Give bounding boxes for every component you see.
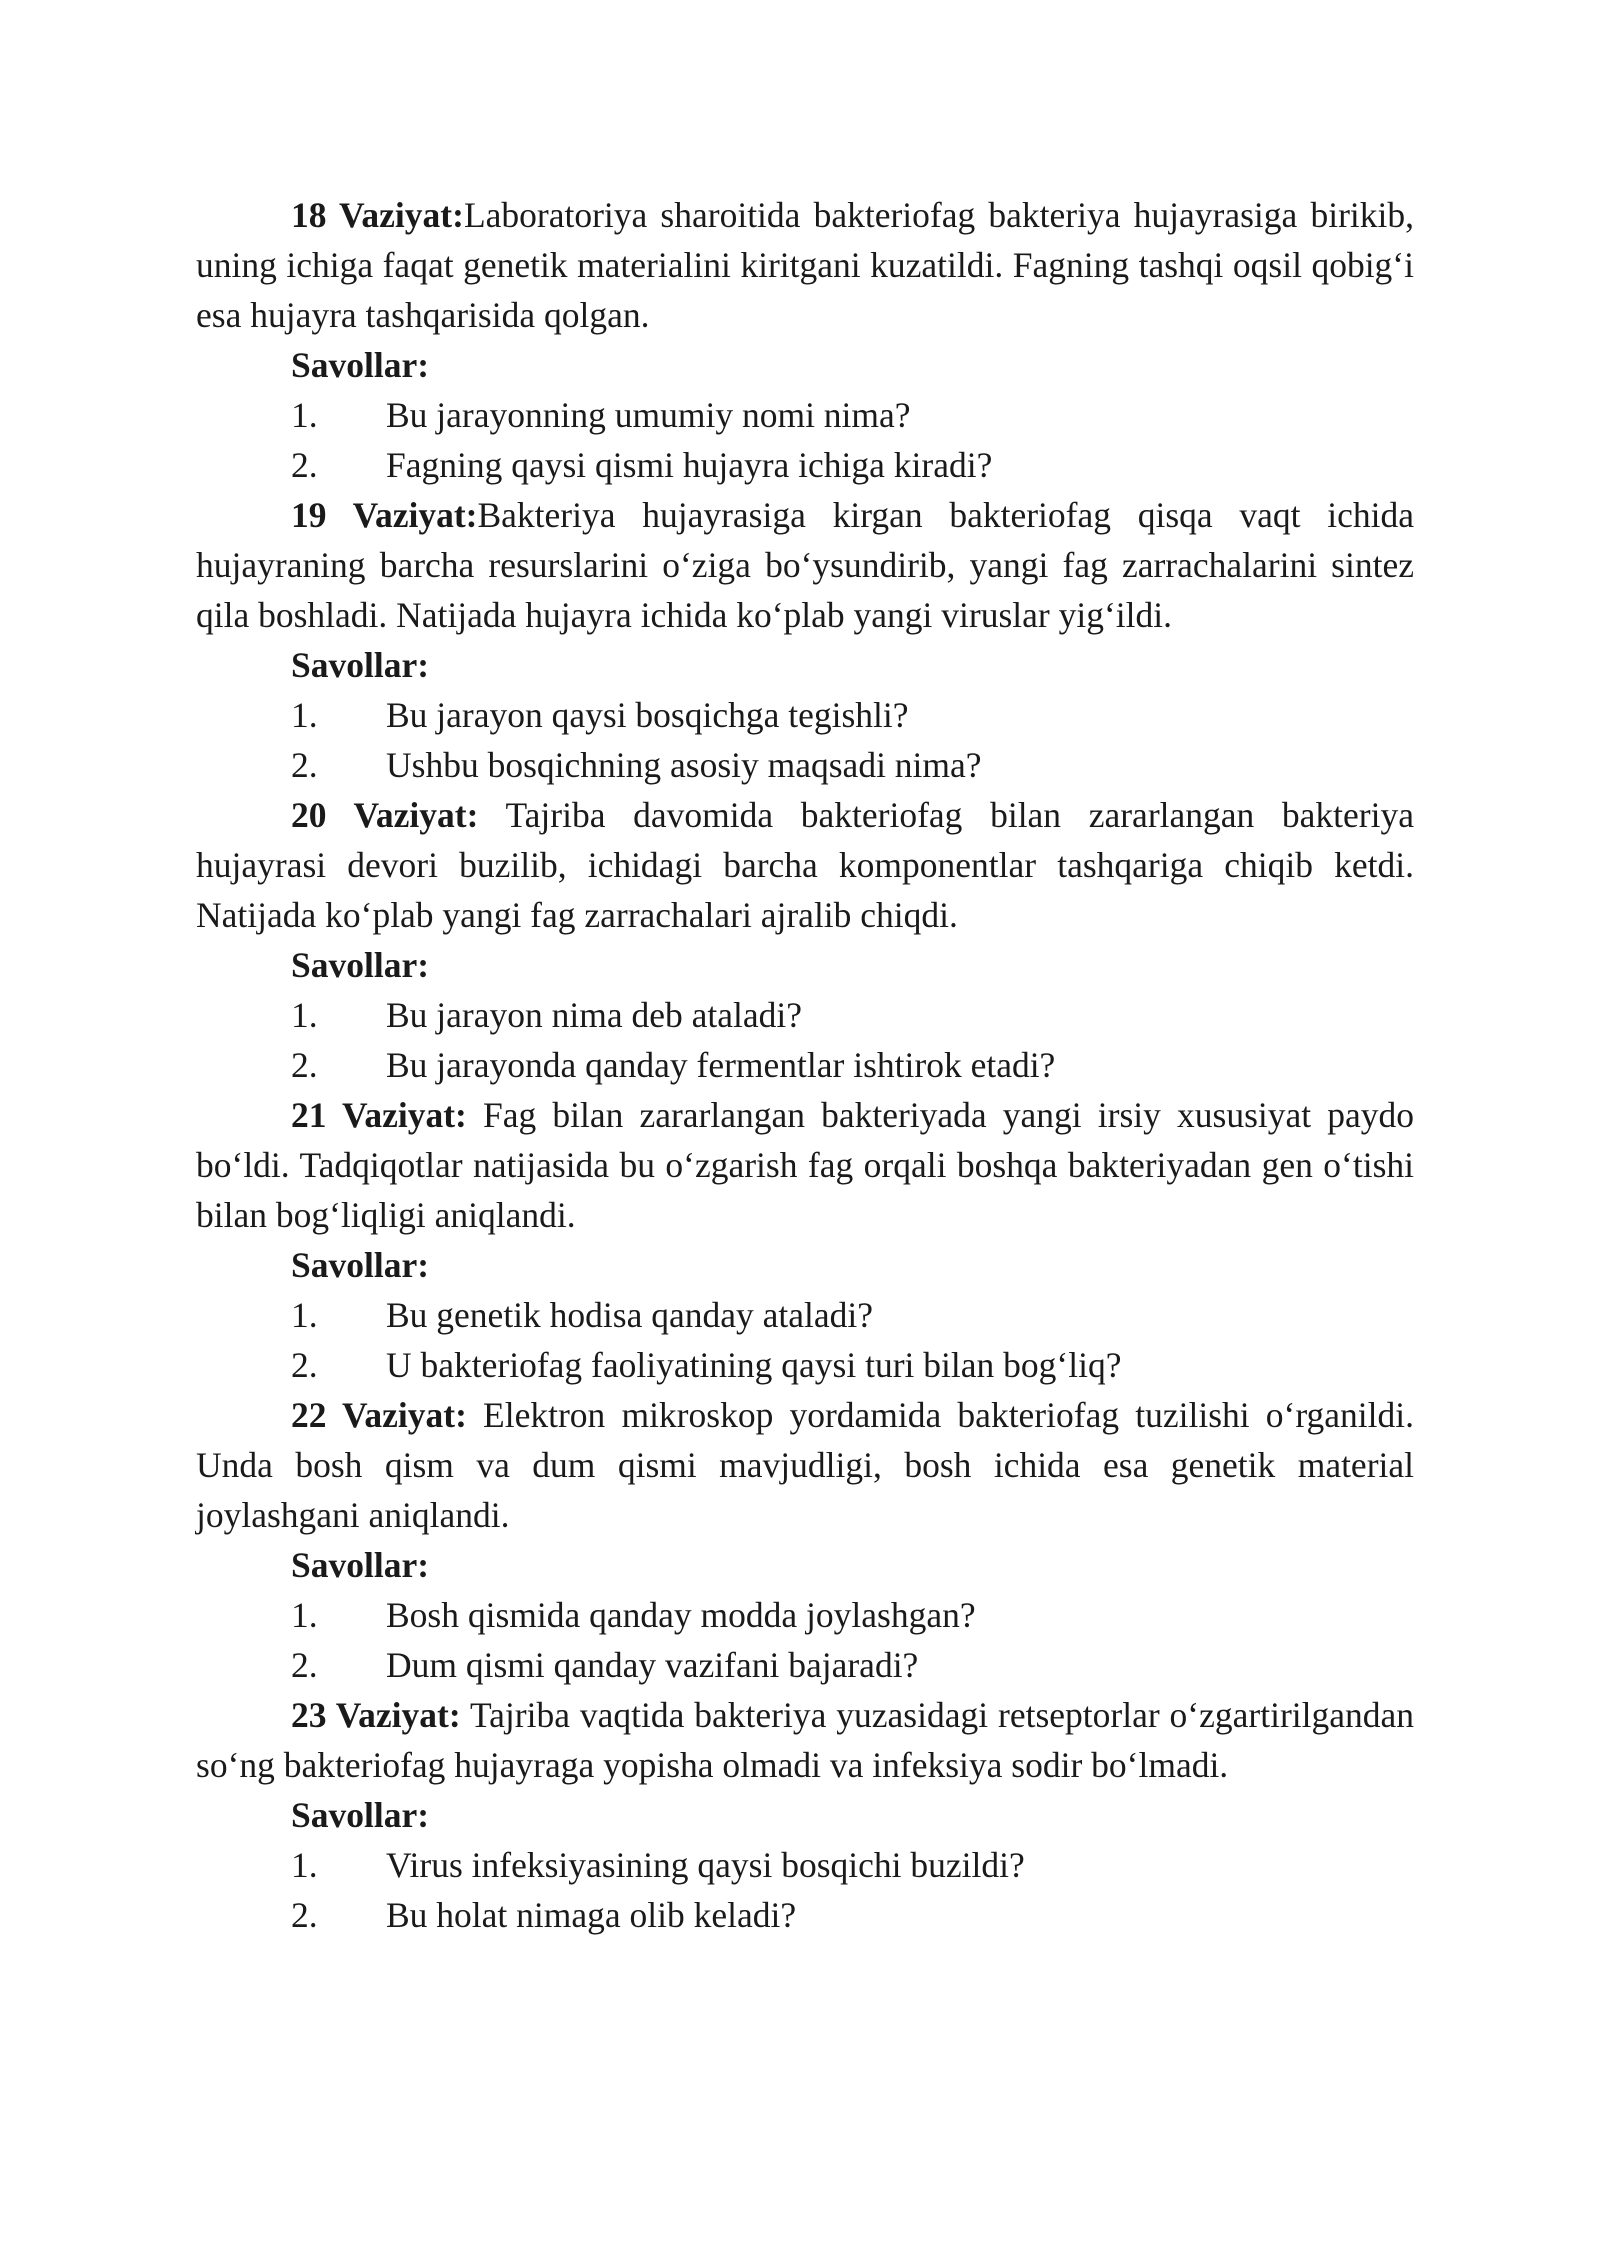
situation-paragraph: [196, 1390, 1414, 1540]
question-number: 1.: [291, 995, 318, 1035]
question-number: 1.: [291, 1595, 318, 1635]
question-text: Bu jarayonning umumiy nomi nima?: [386, 395, 911, 435]
question-number: 2.: [291, 1645, 318, 1685]
question-text: Dum qismi qanday vazifani bajaradi?: [386, 1645, 919, 1685]
situation-label: 22 Vaziyat:: [291, 1395, 467, 1435]
question-item: [196, 1290, 1414, 1340]
situation-label: 18 Vaziyat:: [291, 195, 464, 235]
questions-heading: Savollar:: [291, 945, 430, 985]
question-item: [196, 740, 1414, 790]
question-number: 1.: [291, 395, 318, 435]
question-item: [196, 1890, 1414, 1940]
question-text: Bu jarayonda qanday fermentlar ishtirok etadi?: [386, 1045, 1056, 1085]
question-text: Bu jarayon qaysi bosqichga tegishli?: [386, 695, 909, 735]
question-text: Ushbu bosqichning asosiy maqsadi nima?: [386, 745, 982, 785]
situation-paragraph: [196, 1690, 1414, 1790]
question-item: [196, 990, 1414, 1040]
situation-text: Bakteriya hujayrasiga kirgan bakteriofag qisqa vaqt ichida hujayraning barcha resurslarini o‘ziga bo‘ysundirib, yangi fag zarrachalarini sintez qila boshladi. Natijada hujayra ichida ko‘plab yangi viruslar yig‘ildi.: [196, 495, 1414, 635]
question-item: [196, 1640, 1414, 1690]
question-number: 1.: [291, 1295, 318, 1335]
question-item: [196, 440, 1414, 490]
situation-text: Laboratoriya sharoitida bakteriofag bakteriya hujayrasiga birikib, uning ichiga faqat genetik materialini kiritgani kuzatildi. Fagning tashqi oqsil qobig‘i esa hujayra tashqarisida qolgan.: [196, 195, 1414, 335]
questions-heading: Savollar:: [291, 645, 430, 685]
situation-text: Fag bilan zararlangan bakteriyada yangi irsiy xususiyat paydo bo‘ldi. Tadqiqotlar natijasida bu o‘zgarish fag orqali boshqa bakteriyadan gen o‘tishi bilan bog‘liqligi aniqlandi.: [196, 1095, 1415, 1235]
questions-heading: Savollar:: [291, 1795, 430, 1835]
question-text: Fagning qaysi qismi hujayra ichiga kiradi?: [386, 445, 993, 485]
situation-label: 20 Vaziyat:: [291, 795, 479, 835]
question-text: Bu holat nimaga olib keladi?: [386, 1895, 797, 1935]
question-item: [196, 1840, 1414, 1890]
situation-paragraph: [196, 190, 1414, 340]
question-number: 2.: [291, 1345, 318, 1385]
question-number: 2.: [291, 1895, 318, 1935]
question-text: Bu genetik hodisa qanday ataladi?: [386, 1295, 873, 1335]
situation-text: Tajriba vaqtida bakteriya yuzasidagi retseptorlar o‘zgartirilgandan so‘ng bakteriofag hujayraga yopisha olmadi va infeksiya sodir bo‘lmadi.: [196, 1695, 1415, 1785]
question-item: [196, 1040, 1414, 1090]
situation-label: 19 Vaziyat:: [291, 495, 478, 535]
question-text: U bakteriofag faoliyatining qaysi turi bilan bog‘liq?: [386, 1345, 1122, 1385]
questions-heading: Savollar:: [291, 1545, 430, 1585]
document-page: [196, 190, 1414, 1940]
situation-paragraph: [196, 790, 1414, 940]
questions-heading: Savollar:: [291, 1245, 430, 1285]
question-item: [196, 390, 1414, 440]
situation-text: Elektron mikroskop yordamida bakteriofag tuzilishi o‘rganildi. Unda bosh qism va dum qismi mavjudligi, bosh ichida esa genetik material joylashgani aniqlandi.: [196, 1395, 1414, 1535]
situation-paragraph: [196, 1090, 1414, 1240]
situation-paragraph: [196, 490, 1414, 640]
question-item: [196, 690, 1414, 740]
question-item: [196, 1340, 1414, 1390]
question-number: 1.: [291, 695, 318, 735]
question-number: 2.: [291, 1045, 318, 1085]
question-number: 2.: [291, 445, 318, 485]
situation-label: 21 Vaziyat:: [291, 1095, 467, 1135]
question-number: 2.: [291, 745, 318, 785]
question-number: 1.: [291, 1845, 318, 1885]
question-text: Virus infeksiyasining qaysi bosqichi buzildi?: [386, 1845, 1025, 1885]
situation-label: 23 Vaziyat:: [291, 1695, 461, 1735]
situation-text: Tajriba davomida bakteriofag bilan zararlangan bakteriya hujayrasi devori buzilib, ichidagi barcha komponentlar tashqariga chiqib ketdi. Natijada ko‘plab yangi fag zarrachalari ajralib chiqdi.: [196, 795, 1414, 935]
question-text: Bosh qismida qanday modda joylashgan?: [386, 1595, 976, 1635]
questions-heading: Savollar:: [291, 345, 430, 385]
question-item: [196, 1590, 1414, 1640]
question-text: Bu jarayon nima deb ataladi?: [386, 995, 802, 1035]
